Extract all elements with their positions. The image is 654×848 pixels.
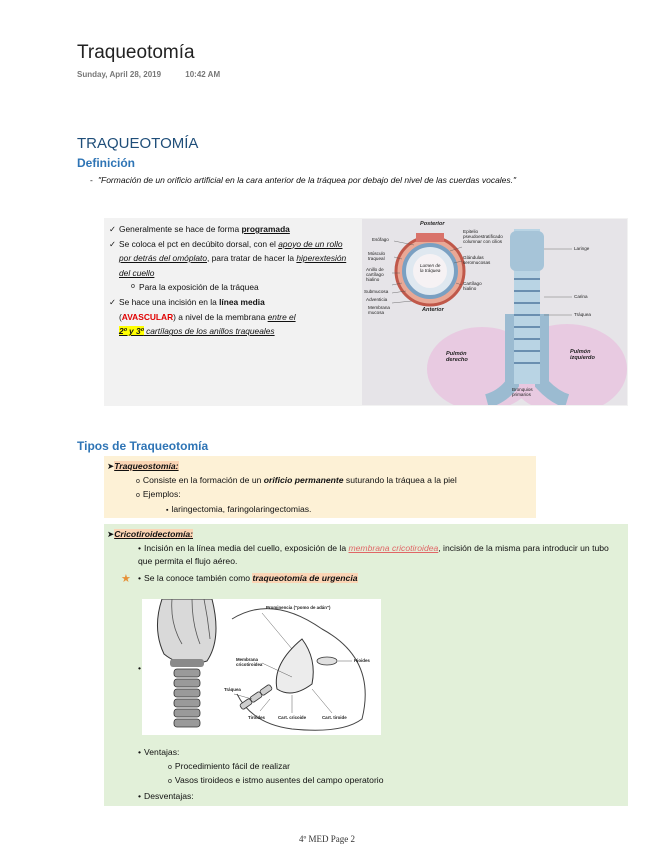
label-anterior: Anterior xyxy=(422,307,444,313)
cricothyroid-figure xyxy=(142,599,381,735)
label-prominencia: Prominencia ("pomo de adán") xyxy=(266,605,331,610)
label-anillo: Anillo de cartílago hialino xyxy=(366,267,384,282)
check-item: ✓ Se coloca el pct en decúbito dorsal, con el apoyo de un rollo por detrás del omóplato, para tratar de hacer la hiperextesión del cuello xyxy=(109,238,347,278)
label-cricoide: Cart. cricoide xyxy=(278,715,307,720)
page-dateline xyxy=(77,70,220,79)
page-footer: 4º MED Page 2 xyxy=(298,834,356,844)
definition-text: - "Formación de un orificio artificial en la cara anterior de la tráquea por debajo del nivel de las cuerdas vocales." xyxy=(90,175,517,185)
ventaja-item: o Vasos tiroideos e istmo ausentes del campo operatorio xyxy=(168,774,384,788)
traqueostomia-title: ➤Traqueostomía: xyxy=(107,461,179,471)
label-pulmon-izquierdo: Pulmón izquierdo xyxy=(570,349,595,361)
label-bronquios: Bronquios primarios xyxy=(512,387,533,397)
page-title: Traqueotomía xyxy=(77,42,195,63)
label-hioides: Hioides xyxy=(354,658,370,663)
page-time: 10:42 AM xyxy=(185,70,221,79)
cricotiroidectomia-title: ➤Cricotiroidectomía: xyxy=(107,529,193,539)
label-tiroide: Cart. tiroide xyxy=(322,715,347,720)
label-laringe: Laringe xyxy=(574,246,590,251)
procedure-checklist xyxy=(109,222,347,339)
label-pulmon-derecho: Pulmón derecho xyxy=(446,351,468,363)
label-glandulas: Glándulas seromucosas xyxy=(463,255,491,265)
traqueostomia-ejemplo: ▪ laringectomia, faringolaringectomias. xyxy=(166,503,311,517)
traqueostomia-box xyxy=(104,456,536,518)
desventajas-label: • Desventajas: xyxy=(138,790,194,803)
label-adventicia: Adventicia xyxy=(366,297,388,302)
check-item: ✓ Generalmente se hace de forma programada xyxy=(109,224,290,234)
label-epitelio: Epitelio pseudoestratificado columnar con cilios xyxy=(463,229,503,244)
traqueostomia-desc: o Consiste en la formación de un orificio permanente suturando la tráquea a la piel xyxy=(136,474,457,488)
label-posterior: Posterior xyxy=(420,221,445,227)
definition-heading: Definición xyxy=(77,156,136,170)
label-membrana: Membrana mucosa xyxy=(368,305,390,315)
section-heading: TRAQUEOTOMÍA xyxy=(77,135,199,152)
figure-bullet: • xyxy=(138,663,142,673)
label-tiroides: Tiroides xyxy=(248,715,265,720)
label-traquea-fig: Tráquea xyxy=(224,687,241,692)
label-esofago: Esófago xyxy=(372,237,389,242)
page-date: Sunday, April 28, 2019 xyxy=(77,70,162,79)
label-traquea: Tráquea xyxy=(574,312,591,317)
ventaja-item: o Procedimiento fácil de realizar xyxy=(168,760,290,774)
label-submucosa: Submucosa xyxy=(364,289,389,294)
label-membrana-cricotiroidea: Membrana cricotiroidea xyxy=(236,657,263,667)
label-lumen: Lumen de la tráquea xyxy=(420,263,441,273)
cricotiroidectomia-also: • Se la conoce también como traqueotomía de urgencia xyxy=(138,572,358,585)
cricotiroidectomia-desc: • Incisión en la línea media del cuello, exposición de la membrana cricotiroidea, incisión de la misma para introducir un tubo que permita el flujo aéreo. xyxy=(138,542,618,568)
ventajas-label: • Ventajas: xyxy=(138,746,179,759)
label-carina: Carina xyxy=(574,294,588,299)
sub-item: o Para la exposición de la tráquea xyxy=(109,280,347,295)
traqueostomia-ejemplos: o Ejemplos: xyxy=(136,488,181,502)
star-icon: ★ xyxy=(121,573,131,585)
label-musculo: Músculo traqueal xyxy=(368,251,386,261)
trachea-anatomy-figure xyxy=(362,219,627,405)
label-cartilago: Cartílago hialino xyxy=(463,281,482,291)
check-item: ✓ Se hace una incisión en la línea media (AVASCULAR) a nivel de la membrana entre el 2º y 3º cartílagos de los anillos traqueales xyxy=(109,296,296,337)
types-heading: Tipos de Traqueotomía xyxy=(77,439,209,453)
